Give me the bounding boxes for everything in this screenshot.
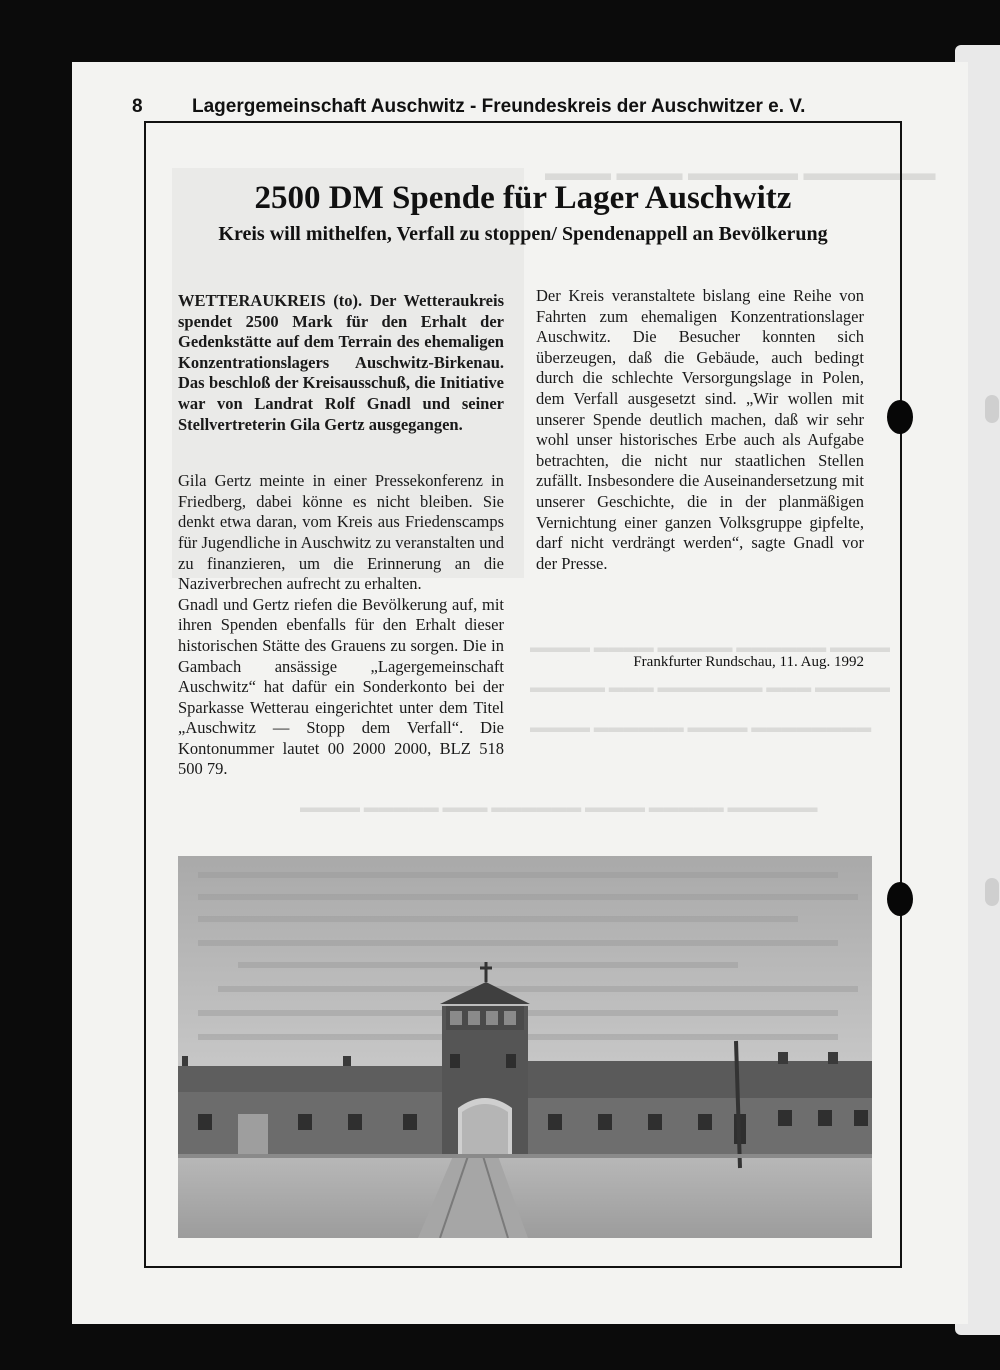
left-column bbox=[178, 291, 504, 780]
binder-hole bbox=[887, 400, 913, 434]
article-paragraph-3: Der Kreis veranstaltete bislang eine Reihe von Fahrten zum ehemaligen Konzentrationslager Auschwitz. Die Besucher konnten sich überzeugen, daß die Gebäude, auch bedingt durch die schlechte Versorgungslage in Polen, dem Verfall ausgesetzt sind. „Wir wollen mit unserer Spende deutlich machen, daß wir sehr wohl unser historisches Erbe auch als Aufgabe betrachten, die nicht nur staatlichen Stellen zufällt. Insbesondere die Auseinandersetzung mit unserer Geschichte, die in der planmäßigen Vernichtung einer ganzen Volksgruppe gipfelte, darf nicht verdrängt werden“, sagte Gnadl vor der Presse. bbox=[536, 286, 864, 573]
article-source: Frankfurter Rundschau, 11. Aug. 1992 bbox=[633, 654, 864, 670]
article-paragraph-1: Gila Gertz meinte in einer Pressekonferenz in Friedberg, dabei könne es nicht bleiben. Sie denkt etwa daran, vom Kreis aus Friedenscamps für Jugendliche in Auschwitz zu veranstalten und zu finanzieren, um die Erinnerung an die Naziverbrechen aufrecht zu erhalten. bbox=[178, 471, 504, 594]
page-header bbox=[132, 96, 892, 118]
publication-title: Lagergemeinschaft Auschwitz - Freundeskreis der Auschwitzer e. V. bbox=[192, 96, 806, 117]
adjacent-binder-hole bbox=[985, 395, 999, 423]
article-paragraph-2: Gnadl und Gertz riefen die Bevölkerung auf, mit ihren Spenden ebenfalls für den Erhalt dieser historischen Stätte des Grauens zu sorgen. Die in Gambach ansässige „Lagergemeinschaft Auschwitz“ hat dafür ein Sonderkonto bei der Sparkasse Wetterau eingerichtet unter dem Titel „Auschwitz — Stopp dem Verfall“. Die Kontonummer lautet 00 2000 2000, BLZ 518 500 79. bbox=[178, 594, 504, 779]
show-through-text: ▬▬▬ ▬▬▬ ▬▬▬▬▬ ▬▬▬▬▬▬ bbox=[545, 160, 936, 185]
adjacent-binder-hole bbox=[985, 878, 999, 906]
page-number: 8 bbox=[132, 96, 143, 117]
gatehouse-photo bbox=[178, 856, 872, 1238]
article-subtitle: Kreis will mithelfen, Verfall zu stoppen/ Spendenappell an Bevölkerung bbox=[218, 223, 828, 245]
show-through-text: ▬▬▬▬ ▬▬▬▬ ▬▬▬▬▬ ▬▬▬▬▬▬ ▬▬▬▬ bbox=[530, 640, 890, 656]
show-through-text: ▬▬▬▬▬ ▬▬▬ ▬▬▬▬▬▬▬ ▬▬▬ ▬▬▬▬▬ bbox=[530, 680, 890, 696]
show-through-text: ▬▬▬▬ ▬▬▬▬▬ ▬▬▬ ▬▬▬▬▬▬ ▬▬▬▬ ▬▬▬▬▬ ▬▬▬▬▬▬ bbox=[300, 800, 818, 816]
binder-hole bbox=[887, 882, 913, 916]
article-title: 2500 DM Spende für Lager Auschwitz bbox=[254, 180, 792, 216]
right-column bbox=[536, 286, 864, 574]
show-through-text: ▬▬▬▬ ▬▬▬▬▬▬ ▬▬▬▬ ▬▬▬▬▬▬▬▬ bbox=[530, 720, 872, 736]
article-lead: WETTERAUKREIS (to). Der Wetteraukreis spendet 2500 Mark für den Erhalt der Gedenkstätte auf dem Terrain des ehemaligen Konzentrationslagers Auschwitz-Birkenau. Das beschloß der Kreisausschuß, die Initiative war von Landrat Rolf Gnadl und seiner Stellvertreterin Gila Gertz ausgegangen. bbox=[178, 291, 504, 434]
